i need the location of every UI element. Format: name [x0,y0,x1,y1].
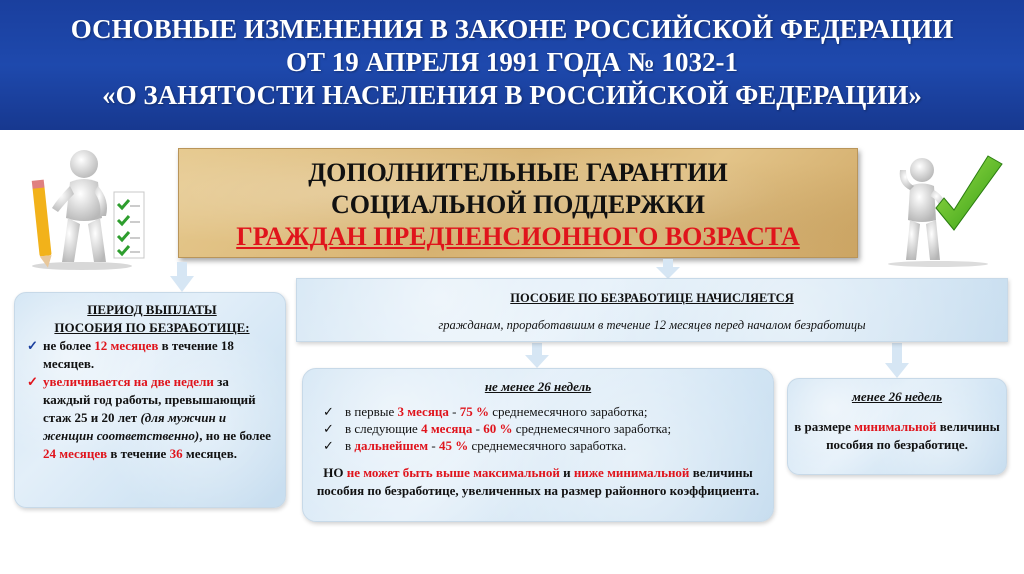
benefit-period-title-1: ПЕРИОД ВЫПЛАТЫ [87,302,217,317]
header-line-3: «О ЗАНЯТОСТИ НАСЕЛЕНИЯ В РОССИЙСКОЙ ФЕДЕРАЦИИ» [102,80,922,110]
benefit-period-title-2: ПОСОБИЯ ПО БЕЗРАБОТИЦЕ: [54,320,250,335]
guarantee-line-1: ДОПОЛНИТЕЛЬНЫЕ ГАРАНТИИ [308,158,728,187]
benefit-rate-list [323,403,773,454]
header-line-1: ОСНОВНЫЕ ИЗМЕНЕНИЯ В ЗАКОНЕ РОССИЙСКОЙ ФЕДЕРАЦИИ [70,14,954,44]
guarantee-line-2: СОЦИАЛЬНОЙ ПОДДЕРЖКИ [331,190,705,219]
arrow-down-icon [656,259,680,279]
person-with-green-check-illustration [878,150,1008,268]
minimum-benefit-note: в размере минимальной величины пособия по безработице. [794,419,1000,452]
benefit-accrual-box [296,278,1008,342]
checkmark-icon: ✓ [323,421,334,436]
guarantee-line-3: ГРАЖДАН ПРЕДПЕНСИОННОГО ВОЗРАСТА [236,222,800,251]
list-item: ✓ в дальнейшем - 45 % среднемесячного заработка. [323,438,627,453]
checkmark-icon: ✓ [27,338,38,353]
arrow-down-icon [525,343,549,368]
person-with-checklist-illustration [22,146,147,271]
benefit-period-box [14,292,286,508]
less-than-26-weeks-title: менее 26 недель [851,389,943,404]
list-item: ✓ не более 12 месяцев в течение 18 месяцев. [27,338,234,371]
header-banner [0,0,1024,130]
benefit-accrual-subtitle: гражданам, проработавшим в течение 12 месяцев перед началом безработицы [438,318,866,332]
list-item: ✓ в первые 3 месяца - 75 % среднемесячного заработка; [323,404,648,419]
header-line-2: ОТ 19 АПРЕЛЯ 1991 ГОДА № 1032-1 [286,47,738,77]
arrow-down-icon [885,343,909,378]
checkmark-icon: ✓ [323,404,334,419]
additional-guarantees-banner [178,148,858,258]
benefit-accrual-title: ПОСОБИЕ ПО БЕЗРАБОТИЦЕ НАЧИСЛЯЕТСЯ [510,291,794,305]
arrow-down-icon [170,262,194,292]
list-item: ✓ в следующие 4 месяца - 60 % среднемесячного заработка; [323,421,672,436]
at-least-26-weeks-title: не менее 26 недель [484,379,592,394]
list-item: ✓ увеличивается на две недели за каждый год работы, превышающий стаж 25 и 20 лет (для мужчин и женщин соответственно), но не более 24 месяцев в течение 36 месяцев. [27,374,271,461]
benefit-limit-note: НО не может быть выше максимальной и ниже минимальной величины пособия по безработице, увеличенных на размер районного коэффициента. [316,465,760,498]
checkmark-icon: ✓ [27,374,38,389]
less-than-26-weeks-box [787,378,1007,475]
at-least-26-weeks-box [302,368,774,522]
checkmark-icon: ✓ [323,438,334,453]
